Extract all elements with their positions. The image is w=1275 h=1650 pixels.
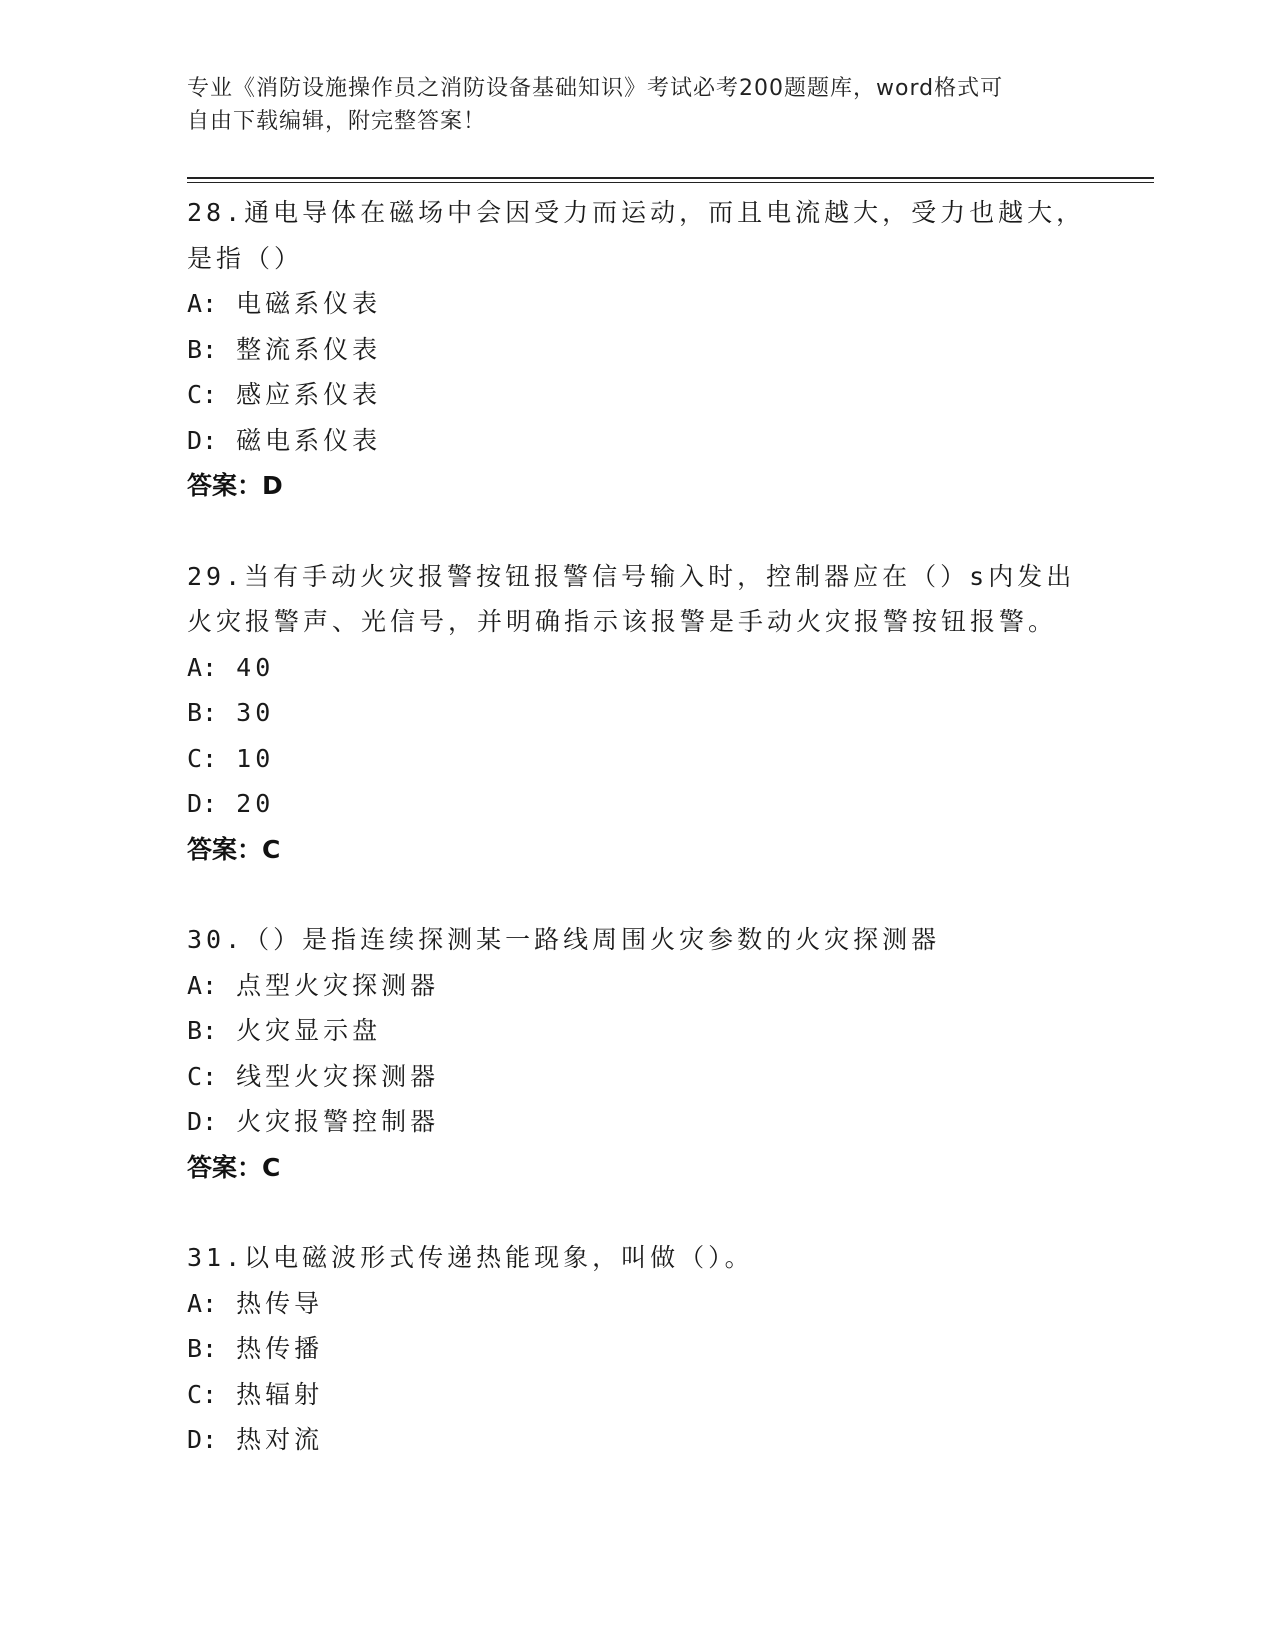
option-letter: B: <box>187 1016 218 1045</box>
option-letter: D: <box>187 1107 218 1136</box>
option-letter: C: <box>187 1061 218 1091</box>
option-letter: D: <box>187 1425 218 1454</box>
option-text: 30 <box>236 698 275 727</box>
option-text: 点型火灾探测器 <box>236 970 440 1000</box>
header-line-2: 自由下载编辑，附完整答案！ <box>187 109 487 134</box>
question-list <box>187 190 1147 1508</box>
option-text: 10 <box>236 743 275 773</box>
option-d <box>187 1099 1147 1145</box>
option-c <box>187 1054 1147 1100</box>
option-letter: A: <box>187 289 218 318</box>
option-text: 整流系仪表 <box>236 334 382 364</box>
header-line-1: 专业《消防设施操作员之消防设备基础知识》考试必考200题题库，word格式可 <box>187 76 1004 101</box>
answer-line: 答案：D <box>187 471 283 500</box>
option-text: 40 <box>236 652 275 682</box>
question-stem-line: 28.通电导体在磁场中会因受力而运动，而且电流越大，受力也越大， <box>187 198 1086 227</box>
option-letter: A: <box>187 1288 218 1318</box>
question-stem-line: 29.当有手动火灾报警按钮报警信号输入时，控制器应在（）s内发出 <box>187 561 1076 591</box>
option-letter: D: <box>187 789 218 818</box>
option-a <box>187 281 1147 327</box>
question-31 <box>187 1235 1147 1463</box>
answer-line: 答案：C <box>187 1152 281 1182</box>
option-a <box>187 1281 1147 1327</box>
option-d <box>187 781 1147 827</box>
header-divider-thin <box>187 182 1154 183</box>
option-letter: A: <box>187 652 218 682</box>
question-stem-line: 火灾报警声、光信号，并明确指示该报警是手动火灾报警按钮报警。 <box>187 607 1058 636</box>
option-letter: D: <box>187 425 218 455</box>
option-letter: B: <box>187 698 218 727</box>
question-stem-line: 30.（）是指连续探测某一路线周围火灾参数的火灾探测器 <box>187 925 941 954</box>
option-text: 20 <box>236 789 275 818</box>
option-text: 热传播 <box>236 1334 324 1363</box>
document-header <box>187 72 1087 138</box>
option-text: 火灾报警控制器 <box>236 1107 440 1136</box>
question-stem-line: 31.以电磁波形式传递热能现象，叫做（）。 <box>187 1243 754 1272</box>
option-text: 火灾显示盘 <box>236 1016 382 1045</box>
option-text: 磁电系仪表 <box>236 425 382 455</box>
header-divider-thick <box>187 177 1154 179</box>
question-30 <box>187 917 1147 1190</box>
answer-line: 答案：C <box>187 834 281 864</box>
option-text: 感应系仪表 <box>236 380 382 409</box>
option-letter: B: <box>187 334 218 364</box>
option-text: 线型火灾探测器 <box>236 1061 440 1091</box>
option-b <box>187 690 1147 736</box>
option-text: 电磁系仪表 <box>236 289 382 318</box>
option-b <box>187 1008 1147 1054</box>
question-stem-line: 是指（） <box>187 243 304 273</box>
option-c <box>187 372 1147 418</box>
option-letter: A: <box>187 970 218 1000</box>
option-c <box>187 736 1147 782</box>
option-text: 热对流 <box>236 1425 324 1454</box>
option-letter: B: <box>187 1334 218 1363</box>
question-28 <box>187 190 1147 509</box>
question-29 <box>187 554 1147 873</box>
option-c <box>187 1372 1147 1418</box>
option-d <box>187 418 1147 464</box>
option-a <box>187 963 1147 1009</box>
option-letter: C: <box>187 743 218 773</box>
option-text: 热传导 <box>236 1288 324 1318</box>
option-text: 热辐射 <box>236 1379 324 1409</box>
option-b <box>187 327 1147 373</box>
option-b <box>187 1326 1147 1372</box>
option-letter: C: <box>187 380 218 409</box>
option-a <box>187 645 1147 691</box>
option-letter: C: <box>187 1379 218 1409</box>
option-d <box>187 1417 1147 1463</box>
